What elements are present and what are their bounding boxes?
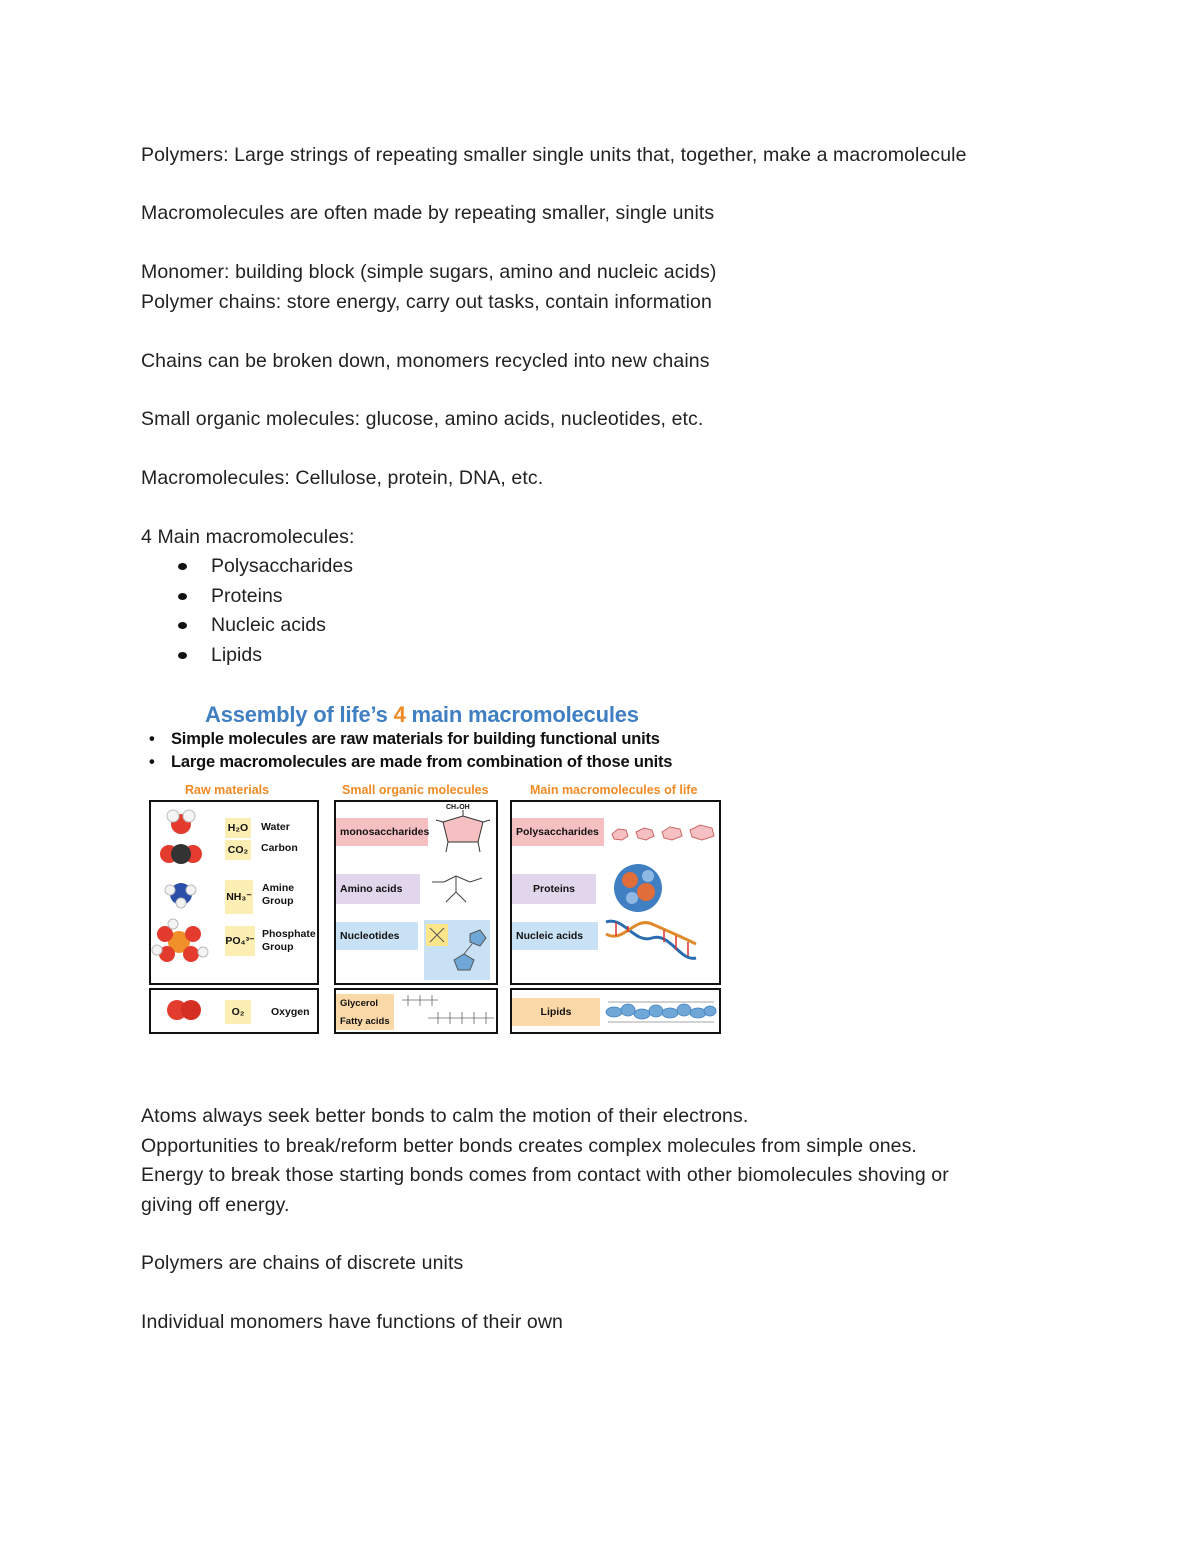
fatty-acids-chip: Fatty acids <box>336 1012 394 1030</box>
figure-bullet: • Simple molecules are raw materials for building functional units <box>149 730 660 748</box>
formula-chip: O₂ <box>225 1000 251 1024</box>
nucleotides-chip: Nucleotides <box>336 922 418 950</box>
oxygen-box <box>149 988 319 1034</box>
macromolecule-list <box>141 551 353 670</box>
raw-label: Phosphate Group <box>262 928 316 953</box>
raw-label: Amine Group <box>262 882 295 907</box>
macromolecules-figure <box>143 700 725 1045</box>
text-line: Macromolecules are often made by repeating smaller, single units <box>141 202 715 224</box>
bullet-icon <box>178 652 187 659</box>
raw-label: Carbon <box>261 842 298 854</box>
formula-chip: PO₄³⁻ <box>225 926 255 956</box>
monosaccharides-chip: monosaccharides <box>336 818 428 846</box>
list-heading: 4 Main macromolecules: <box>141 526 355 548</box>
glycerol-fatty-acid-structure-icon <box>398 990 498 1032</box>
polysaccharide-chain-icon <box>608 818 718 848</box>
oxygen-molecule-icon <box>151 990 211 1030</box>
formula-chip: H₂O <box>225 818 251 838</box>
text-line: Energy to break those starting bonds comes from contact with other biomolecules shoving or <box>141 1164 949 1186</box>
text-line: Atoms always seek better bonds to calm the motion of their electrons. <box>141 1105 749 1127</box>
text-line: Polymers are chains of discrete units <box>141 1252 464 1274</box>
text-line: Monomer: building block (simple sugars, amino and nucleic acids) <box>141 261 717 283</box>
text-line: giving off energy. <box>141 1194 290 1216</box>
nucleic-acids-chip: Nucleic acids <box>512 922 598 950</box>
figure-title: Assembly of life’s 4 main macromolecules <box>205 702 639 727</box>
protein-blob-icon <box>608 858 668 918</box>
text-line: Macromolecules: Cellulose, protein, DNA, etc. <box>141 467 544 489</box>
text-line: Chains can be broken down, monomers recycled into new chains <box>141 350 710 372</box>
raw-materials-box <box>149 800 319 985</box>
main-macromolecules-box <box>510 800 721 985</box>
column-header-main: Main macromolecules of life <box>530 783 698 797</box>
list-item: Nucleic acids <box>141 610 353 640</box>
text-line: Small organic molecules: glucose, amino acids, nucleotides, etc. <box>141 408 704 430</box>
raw-label: Oxygen <box>271 1006 310 1018</box>
amino-acid-structure-icon <box>424 864 494 914</box>
text-line: Polymers: Large strings of repeating smaller single units that, together, make a macromolecule <box>141 144 967 166</box>
lipid-precursor-box <box>334 988 498 1034</box>
dna-helix-icon <box>604 914 700 964</box>
column-header-raw: Raw materials <box>185 783 270 797</box>
proteins-chip: Proteins <box>512 874 596 904</box>
figure-bullet: • Large macromolecules are made from combination of those units <box>149 753 673 771</box>
formula-chip: NH₃⁻ <box>225 880 253 914</box>
ch2oh-label: CH₂OH <box>446 804 470 811</box>
glucose-ring-icon <box>428 808 498 863</box>
column-header-small: Small organic molecules <box>342 783 489 797</box>
nucleotide-structure-icon <box>424 920 494 982</box>
text-line: Individual monomers have functions of their own <box>141 1311 564 1333</box>
text-line: Opportunities to break/reform better bonds creates complex molecules from simple ones. <box>141 1135 917 1157</box>
raw-label: Water <box>261 821 290 833</box>
amino-acids-chip: Amino acids <box>336 874 420 904</box>
lipid-bilayer-icon <box>604 994 719 1030</box>
bullet-icon <box>178 593 187 600</box>
list-item: Lipids <box>141 640 353 670</box>
list-item: Proteins <box>141 581 353 611</box>
bullet-icon <box>178 622 187 629</box>
small-molecules-box <box>334 800 498 985</box>
glycerol-chip: Glycerol <box>336 994 394 1012</box>
list-item: Polysaccharides <box>141 551 353 581</box>
lipids-box <box>510 988 721 1034</box>
lipids-chip: Lipids <box>512 998 600 1026</box>
text-line: Polymer chains: store energy, carry out tasks, contain information <box>141 291 712 313</box>
bullet-icon <box>178 563 187 570</box>
polysaccharides-chip: Polysaccharides <box>512 818 604 846</box>
formula-chip: CO₂ <box>225 840 251 860</box>
